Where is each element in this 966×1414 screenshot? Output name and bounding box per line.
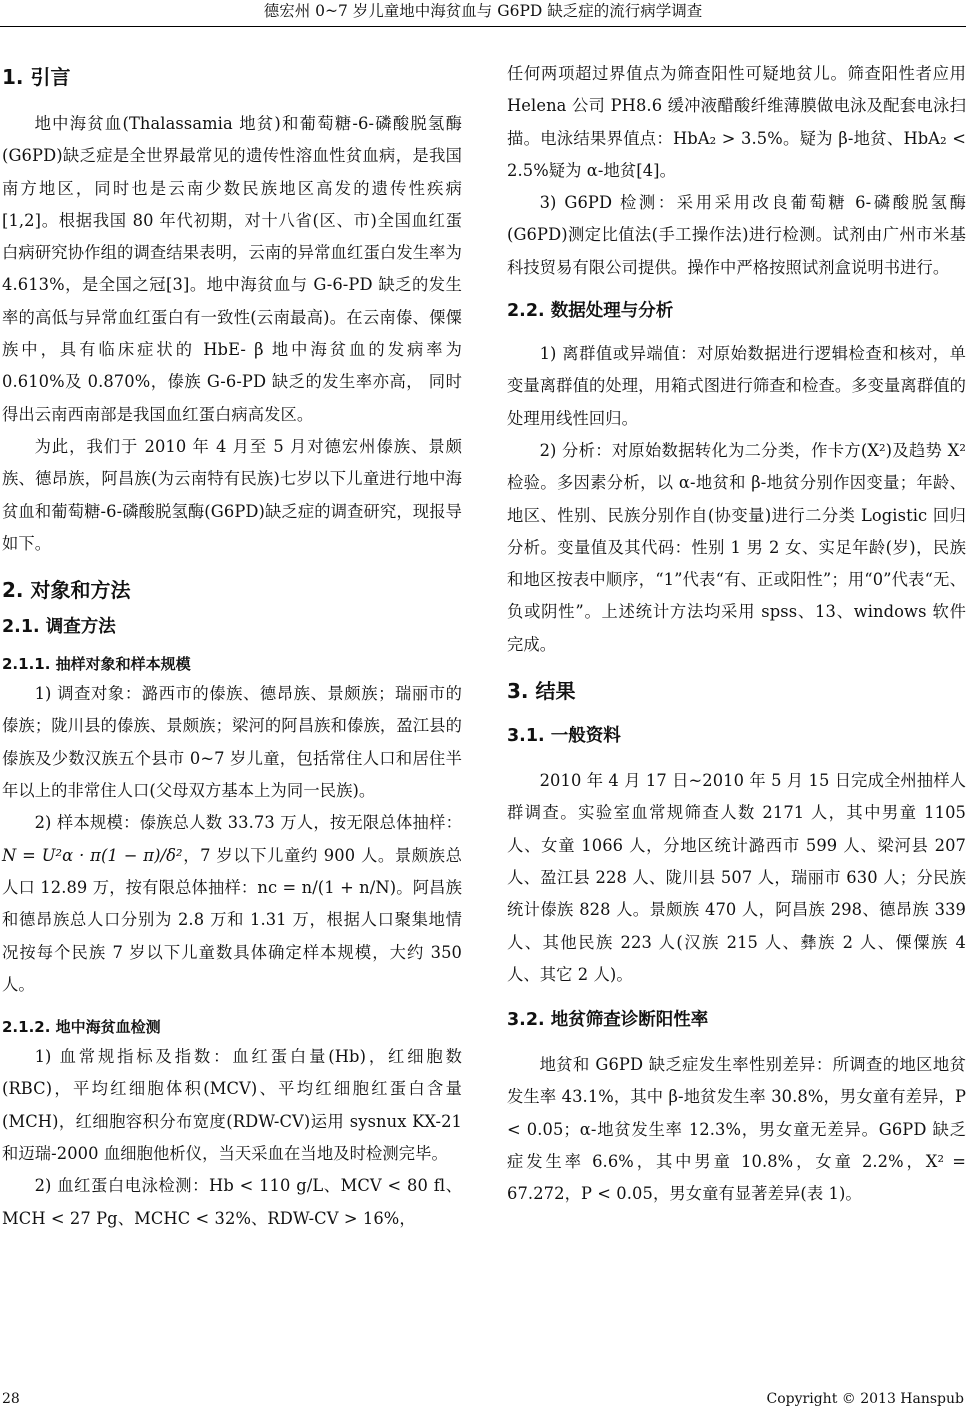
- heading-2-1: 2.1. 调查方法: [2, 617, 116, 638]
- heading-3-2: 3.2. 地贫筛查诊断阳性率: [507, 1010, 709, 1031]
- paragraph-outliers: 1) 离群值或异端值：对原始数据进行逻辑检查和核对，单变量离群值的处理，用箱式图进行筛查和检查。多变量离群值的处理用线性回归。: [507, 344, 966, 428]
- paragraph-blood-routine: 1) 血常规指标及指数：血红蛋白量(Hb)，红细胞数(RBC)，平均红细胞体积(MCV)、平均红细胞红蛋白含量(MCH)，红细胞容积分布宽度(RDW-CV)运用 sysnux KX-21 和迈瑞-2000 血细胞他析仪，当天采血在当地及时检测完毕。: [2, 1047, 462, 1164]
- copyright-notice: Copyright © 2013 Hanspub: [766, 1391, 964, 1407]
- paragraph-intro-2: 为此，我们于 2010 年 4 月至 5 月对德宏州傣族、景颇族、德昂族，阿昌族(为云南特有民族)七岁以下儿童进行地中海贫血和葡萄糖-6-磷酸脱氢酶(G6PD)缺乏症的调查研究，现报导如下。: [2, 436, 462, 553]
- running-header: 德宏州 0~7 岁儿童地中海贫血与 G6PD 缺乏症的流行病学调查: [263, 2, 703, 20]
- heading-results: 3. 结果: [507, 679, 576, 704]
- heading-2-2: 2.2. 数据处理与分析: [507, 301, 674, 322]
- paragraph-subjects: 1) 调查对象：潞西市的傣族、德昂族、景颇族；瑞丽市的傣族；陇川县的傣族、景颇族；梁河的阿昌族和傣族，盈江县的傣族及少数汉族五个县市 0~7 岁儿童，包括常住人口和居住半年以上的非常住人口(父母双方基本上为同一民族)。: [2, 684, 462, 801]
- paragraph-general-info: 2010 年 4 月 17 日~2010 年 5 月 15 日完成全州抽样人群调查。实验室血常规筛查人数 2171 人，其中男童 1105 人、女童 1066 人，分地区统计潞西市 599 人、梁河县 207 人、盈江县 228 人、陇川县 507 人，瑞丽市 630 人；分民族统计傣族 828 人。景颇族 470 人，阿昌族 298、德昂族 339 人、其他民族 223 人(汉族 215 人、彝族 2 人、傈僳族 4 人、其它 2 人)。: [507, 771, 966, 984]
- paragraph-analysis: 2) 分析：对原始数据转化为二分类，作卡方(X²)及趋势 X² 检验。多因素分析，以 α-地贫和 β-地贫分别作因变量；年龄、地区、性别、民族分别作自(协变量)进行二分类 Logistic 回归分析。变量值及其代码：性别 1 男 2 女、实足年龄(岁)，民族和地区按表中顺序，“1”代表“有、正或阳性”；用“0”代表“无、负或阴性”。上述统计方法均采用 spss、13、windows 软件完成。: [507, 440, 966, 654]
- page-number: 28: [2, 1391, 20, 1407]
- right-column: [507, 50, 966, 1211]
- heading-introduction: 1. 引言: [2, 65, 71, 89]
- sample-size-text-b: ，7 岁以下儿童约 900 人。景颇族总人口 12.89 万，按有限总体抽样：nc = n/(1 + n/N)。阿昌族和德昂族总人口分别为 2.8 万和 1.31 万，根据人口聚集地情况按每个民族 7 岁以下儿童数具体确定样本规模，大约 350 人。: [2, 845, 462, 994]
- header-rule: [0, 26, 966, 27]
- heading-2-1-1: 2.1.1. 抽样对象和样本规模: [2, 655, 191, 674]
- paragraph-g6pd-test: 3) G6PD 检测：采用采用改良葡萄糖 6-磷酸脱氢酶(G6PD)测定比值法(手工操作法)进行检测。试剂由广州市米基科技贸易有限公司提供。操作中严格按照试剂盒说明书进行。: [507, 193, 966, 277]
- paragraph-electrophoresis-continued: 任何两项超过界值点为筛查阳性可疑地贫儿。筛查阳性者应用 Helena 公司 PH8.6 缓冲液醋酸纤维薄膜做电泳及配套电泳扫描。电泳结果界值点：HbA₂ > 3.5%。疑为 β-地贫、HbA₂ < 2.5%疑为 α-地贫[4]。: [507, 64, 966, 180]
- heading-3-1: 3.1. 一般资料: [507, 726, 621, 747]
- paragraph-intro-1: 地中海贫血(Thalassamia 地贫)和葡萄糖-6-磷酸脱氢酶(G6PD)缺乏症是全世界最常见的遗传性溶血性贫血病，是我国南方地区，同时也是云南少数民族地区高发的遗传性疾病[1,2]。根据我国 80 年代初期，对十八省(区、市)全国血红蛋白病研究协作组的调查结果表明，云南的异常血红蛋白发生率为 4.613%，是全国之冠[3]。地中海贫血与 G-6-PD 缺乏的发生率的高低与异常血红蛋白有一致性(云南最高)。在云南傣、傈僳族中，具有临床症状的 HbE- β 地中海贫血的发病率为 0.610%及 0.870%，傣族 G-6-PD 缺乏的发生率亦高， 同时得出云南西南部是我国血红蛋白病高发区。: [2, 114, 462, 424]
- left-column: [2, 50, 462, 1235]
- sample-size-text-a: 2) 样本规模：傣族总人数 33.73 万人，按无限总体抽样：: [34, 813, 462, 833]
- paragraph-electrophoresis: 2) 血红蛋白电泳检测：Hb < 110 g/L、MCV < 80 fl、MCH < 27 Pg、MCHC < 32%、RDW-CV > 16%，: [2, 1176, 462, 1228]
- heading-methods: 2. 对象和方法: [2, 578, 131, 603]
- sample-size-formula: N = U²α · π(1 − π)/δ²: [2, 845, 183, 865]
- paragraph-sample-size: [2, 807, 462, 1001]
- heading-2-1-2: 2.1.2. 地中海贫血检测: [2, 1018, 161, 1037]
- paragraph-positive-rate: 地贫和 G6PD 缺乏症发生率性别差异：所调查的地区地贫发生率 43.1%，其中 β-地贫发生率 30.8%，男女童有差异，P < 0.05；α-地贫发生率 12.3%，男女童无差异。G6PD 缺乏症发生率 6.6%，其中男童 10.8%，女童 2.2%，X² = 67.272，P < 0.05，男女童有显著差异(表 1)。: [507, 1055, 966, 1204]
